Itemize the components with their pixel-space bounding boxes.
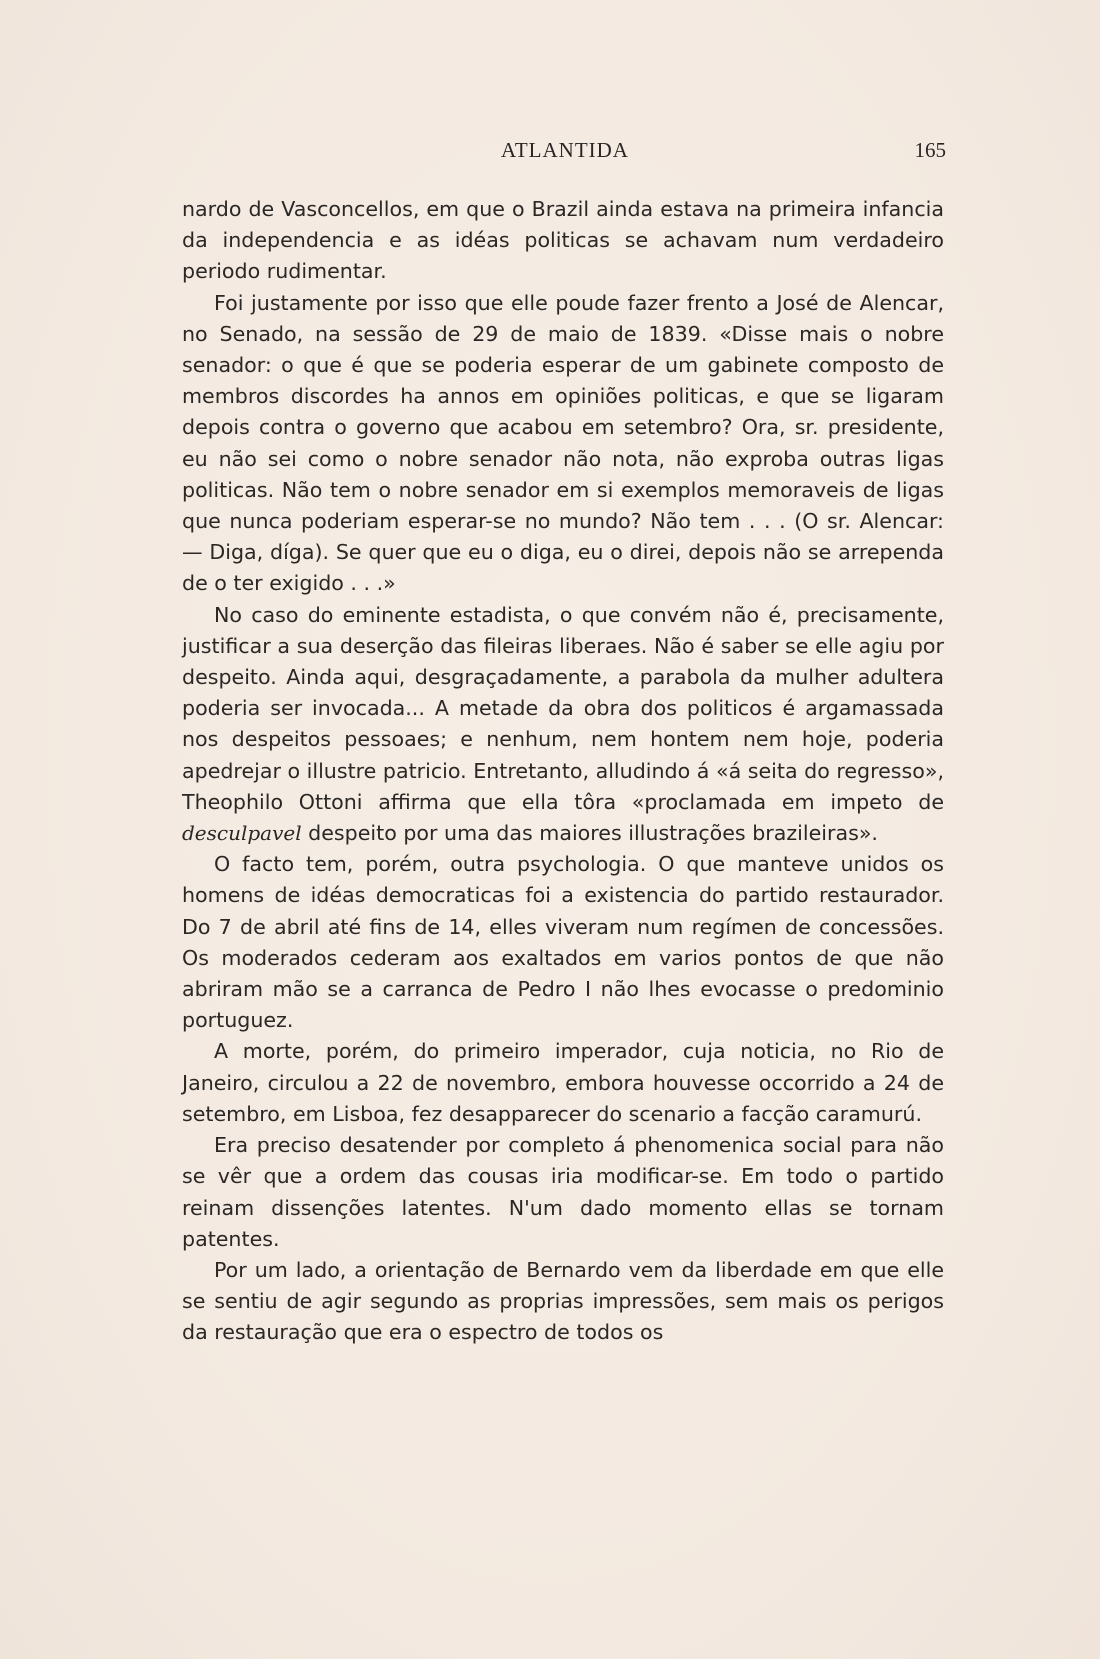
paragraph-continuation: nardo de Vasconcellos, em que o Brazil ainda estava na primeira infancia da independencia e as idéas politicas se achavam num verdadeiro periodo rudimentar.: [182, 197, 944, 284]
paragraph-text: despeito por uma das maiores illustrações brazileiras».: [301, 821, 878, 846]
paragraph-bernardo-orientation: Por um lado, a orientação de Bernardo vem da liberdade em que elle se sentiu de agir segundo as proprias impressões, sem mais os perigos da restauração que era o espectro de todos os: [182, 1257, 944, 1345]
italic-word: desculpavel: [182, 821, 302, 846]
paragraph-senate-speech: Foi justamente por isso que elle poude fazer frento a José de Alencar, no Senado, na sessão de 29 de maio de 1839. «Disse mais o nobre senador: o que é que se poderia esperar de um gabinete composto de membros discordes ha annos em opiniões politicas, e que se ligaram depois contra o governo que acabou em setembro? Ora, sr. presidente, eu não sei como o nobre senador não nota, não exproba outras ligas politicas. Não tem o nobre senador em si exemplos memoraveis de ligas que nunca poderiam esperar-se no mundo? Não tem . . . (O sr. Alencar: — Diga, díga). Se quer que eu o diga, eu o direi, depois não se arrependa de o ter exigido . . .»: [182, 290, 944, 596]
running-title: ATLANTIDA: [501, 138, 629, 162]
paragraph-eminent-statesman: [182, 600, 944, 850]
page-number: 165: [914, 138, 946, 162]
paragraph-psychology: O facto tem, porém, outra psychologia. O que manteve unidos os homens de idéas democraticas foi a existencia do partido restaurador. Do 7 de abril até fins de 14, elles viveram num regímen de concessões. Os moderados cederam aos exaltados em varios pontos de que não abriram mão se a carranca de Pedro I não lhes evocasse o predominio portuguez.: [182, 852, 944, 1033]
paragraph-text: No caso do eminente estadista, o que convém não é, precisamente, justificar a sua deserção das fileiras liberaes. Não é saber se elle agiu por despeito. Ainda aqui, desgraçadamente, a parabola da mulher adultera poderia ser invocada... A metade da obra dos politicos é argamassada nos despeitos pessoaes; e nenhum, nem hontem nem hoje, poderia apedrejar o illustre patricio. Entretanto, alludindo á «á seita do regresso», Theophilo Ottoni affirma que ella tôra «proclamada em impeto de: [182, 602, 944, 814]
paragraph-emperor-death: A morte, porém, do primeiro imperador, cuja noticia, no Rio de Janeiro, circulou a 22 de novembro, embora houvesse occorrido a 24 de setembro, em Lisboa, fez desapparecer do scenario a facção caramurú.: [182, 1039, 944, 1126]
paragraph-social-phenomena: Era preciso desatender por completo á phenomenica social para não se vêr que a ordem das cousas iria modificar-se. Em todo o partido reinam dissenções latentes. N'um dado momento ellas se tornam patentes.: [182, 1133, 944, 1251]
body-text: [182, 194, 944, 1349]
running-header: [184, 138, 946, 168]
